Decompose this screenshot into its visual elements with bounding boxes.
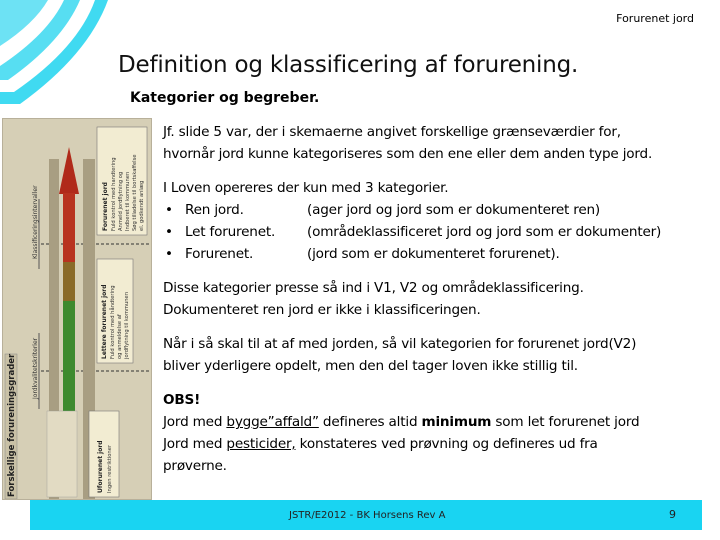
header-label: Forurenet jord <box>616 12 694 25</box>
para1-line1: Jf. slide 5 var, der i skemaerne angivet forskellige grænseværdier for, <box>163 124 621 140</box>
bullet-term: Let forurenet. <box>185 224 276 240</box>
para1-line2: hvornår jord kunne kategoriseres som den ene eller dem anden type jord. <box>163 146 653 162</box>
svg-text:Uforurenet jord: Uforurenet jord <box>97 440 104 493</box>
box-lettere-text <box>101 284 130 360</box>
slide-title: Definition og klassificering af forurening. <box>118 52 579 78</box>
para2-intro: I Loven opereres der kun med 3 kategorier. <box>163 180 449 196</box>
para4-line2: bliver yderligere opdelt, men den del tager loven ikke stillig til. <box>163 358 578 374</box>
pollution-grade-figure <box>2 118 152 500</box>
arrow-red-shaft <box>63 193 75 263</box>
pollution-grade-diagram <box>3 119 152 500</box>
svg-text:og anmeldelse af: og anmeldelse af <box>117 314 123 359</box>
para3-line1: Disse kategorier presse så ind i V1, V2 og områdeklassificering. <box>163 280 584 296</box>
bullet-desc: (jord som er dokumenteret forurenet). <box>307 246 560 262</box>
bullet-desc: (ager jord og jord som er dokumenteret ren) <box>307 202 601 218</box>
svg-text:Indberet til kommunen: Indberet til kommunen <box>125 171 131 231</box>
bullet-item <box>163 199 713 221</box>
bracket-top-text: Klassificeringsintervaller <box>32 185 39 259</box>
slide-body <box>163 121 713 477</box>
svg-text:Fuld kontrol med håndtering: Fuld kontrol med håndtering <box>110 285 116 359</box>
svg-text:Fuld kontrol med handtering: Fuld kontrol med handtering <box>111 157 117 231</box>
bracket-bottom-text: Jordkvalitetskriterier <box>32 337 39 399</box>
footer-text: JSTR/E2012 - BK Horsens Rev A <box>289 510 446 521</box>
svg-text:Søg tilladelse til bortskaffel: Søg tilladelse til bortskaffelse <box>132 154 138 231</box>
axis-label: Forskellige forureningsgrader <box>7 353 17 497</box>
svg-text:Ingen restriktioner: Ingen restriktioner <box>107 444 113 493</box>
svg-text:Forurenet jord: Forurenet jord <box>102 182 109 231</box>
bullet-icon: • <box>165 202 173 218</box>
corner-decoration <box>0 0 130 110</box>
svg-text:Anmeld jordflytning og: Anmeld jordflytning og <box>118 171 124 231</box>
slide-subtitle: Kategorier og begreber. <box>130 90 320 106</box>
para3-line2: Dokumenteret ren jord er ikke i klassificeringen. <box>163 302 481 318</box>
obs-line2: Jord med pesticider, konstateres ved prøvning og defineres ud fra <box>163 436 598 452</box>
obs-label: OBS! <box>163 392 201 408</box>
para4-line1: Når i så skal til at af med jorden, så vil kategorien for forurenet jord(V2) <box>163 336 637 352</box>
bullet-icon: • <box>165 224 173 240</box>
obs-line1: Jord med bygge”affald” defineres altid minimum som let forurenet jord <box>163 414 640 430</box>
box-uforurenet <box>89 411 119 497</box>
page-number: 9 <box>669 508 676 521</box>
svg-text:el. godkendt anlæg: el. godkendt anlæg <box>139 180 145 231</box>
obs-line3: prøverne. <box>163 458 227 474</box>
bullet-icon: • <box>165 246 173 262</box>
svg-text:jordflytning til kommunen: jordflytning til kommunen <box>124 292 130 359</box>
bullet-desc: (områdeklassificeret jord og jord som er dokumenter) <box>307 224 662 240</box>
bullet-term: Forurenet. <box>185 246 254 262</box>
bullet-term: Ren jord. <box>185 202 244 218</box>
svg-text:Lettere forurenet jord: Lettere forurenet jord <box>101 284 108 359</box>
bullet-item <box>163 221 713 243</box>
bullet-item <box>163 243 713 265</box>
